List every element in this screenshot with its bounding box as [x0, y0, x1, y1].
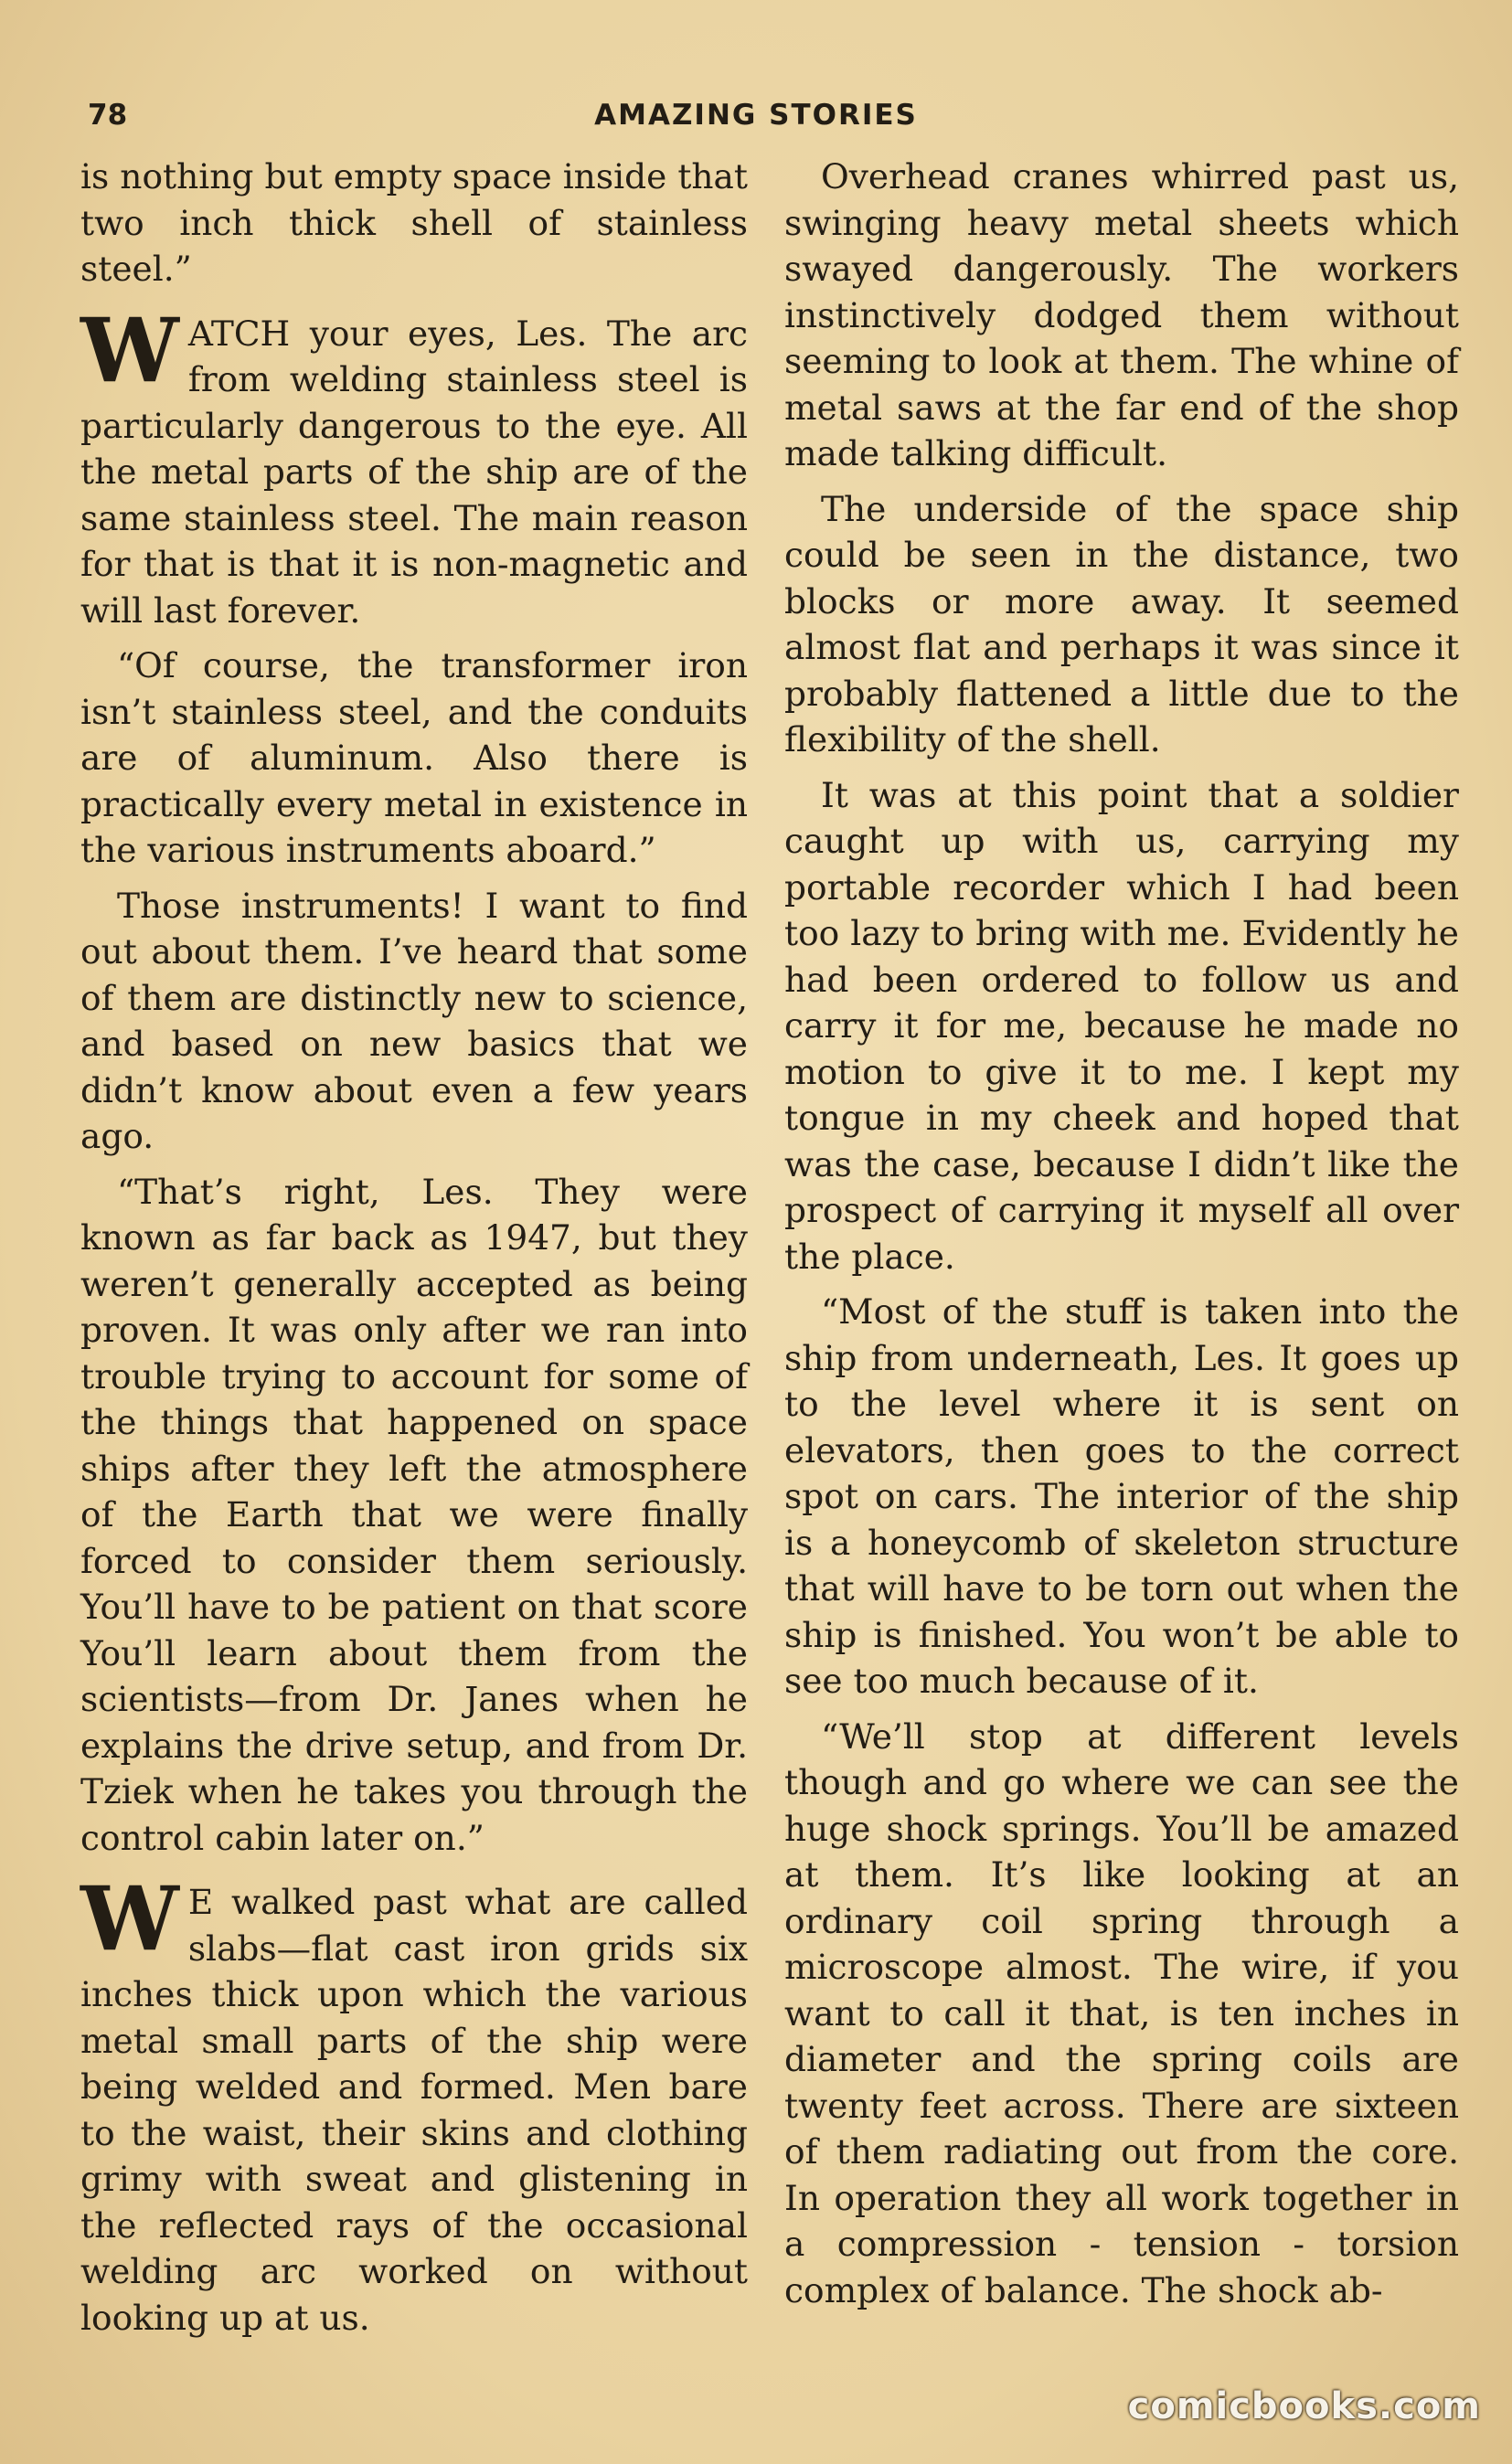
right-column: [784, 154, 1459, 2322]
paragraph-dropcap: [80, 298, 748, 634]
paragraph-text: ATCH your eyes, Les. The arc from welding stainless steel is particularly dangerous to the eye. All the metal parts of the ship are of the same stainless steel. The main reason for that is that it is non-magnetic and will last forever.: [80, 313, 748, 631]
page-header: [0, 99, 1512, 144]
page-number: 78: [88, 99, 128, 132]
site-watermark: comicbooks.com: [1127, 2385, 1481, 2427]
drop-cap: W: [80, 1867, 179, 1970]
paragraph: It was at this point that a soldier caught up with us, carrying my portable recorder which I had been too lazy to bring with me. Evidently he had been ordered to follow us and carry it for me, because he made no motion to give it to me. I kept my tongue in my cheek and hoped that was the case, because I didn’t like the prospect of carrying it myself all over the place.: [784, 774, 1459, 1277]
paragraph-dropcap: [80, 1867, 748, 2341]
paragraph: is nothing but empty space inside that two inch thick shell of stainless steel.”: [80, 156, 748, 289]
running-title: AMAZING STORIES: [594, 99, 918, 132]
paragraph: The underside of the space ship could be seen in the distance, two blocks or more away. It seemed almost flat and perhaps it was since it probably flattened a little due to the flexibility of the shell.: [784, 488, 1459, 759]
paragraph: “Most of the stuff is taken into the ship from underneath, Les. It goes up to the level where it is sent on elevators, then goes to the correct spot on cars. The interior of the ship is a honeycomb of skeleton structure that will have to be torn out when the ship is finished. You won’t be able to see too much because of it.: [784, 1291, 1459, 1701]
paragraph: Overhead cranes whirred past us, swinging heavy metal sheets which swayed dangerously. The workers instinctively dodged them without seeming to look at them. The whine of metal saws at the far end of the shop made talking difficult.: [784, 156, 1459, 473]
paragraph: “That’s right, Les. They were known as far back as 1947, but they weren’t generally accepted as being proven. It was only after we ran into trouble trying to account for some of the things that happened on space ships after they left the atmosphere of the Earth that we were finally forced to consider them seriously. You’ll have to be patient on that score You’ll learn about them from the scientists—from Dr. Janes when he explains the drive setup, and from Dr. Tziek when he takes you through the control cabin later on.”: [80, 1171, 748, 1858]
paragraph: “We’ll stop at different levels though and go where we can see the huge shock springs. You’ll be amazed at them. It’s like looking at an ordinary coil spring through a microscope almost. The wire, if you want to call it that, is ten inches in diameter and the spring coils are twenty feet across. There are sixteen of them radiating out from the core. In operation they all work together in a compression - tension - torsion complex of balance. The shock ab-: [784, 1715, 1459, 2310]
paragraph: Those instruments! I want to find out about them. I’ve heard that some of them are distinctly new to science, and based on new basics that we didn’t know about even a few years ago.: [80, 885, 748, 1156]
paragraph: “Of course, the transformer iron isn’t stainless steel, and the conduits are of aluminum. Also there is practically every metal in existence in the various instruments aboard.”: [80, 645, 748, 870]
left-column: [80, 154, 748, 2350]
drop-cap: W: [80, 298, 179, 402]
paragraph-text: E walked past what are called slabs—flat cast iron grids six inches thick upon which the various metal small parts of the ship were being welded and formed. Men bare to the waist, their skins and clothing grimy with sweat and glistening in the reflected rays of the occasional welding arc worked on without looking up at us.: [80, 1882, 748, 2338]
